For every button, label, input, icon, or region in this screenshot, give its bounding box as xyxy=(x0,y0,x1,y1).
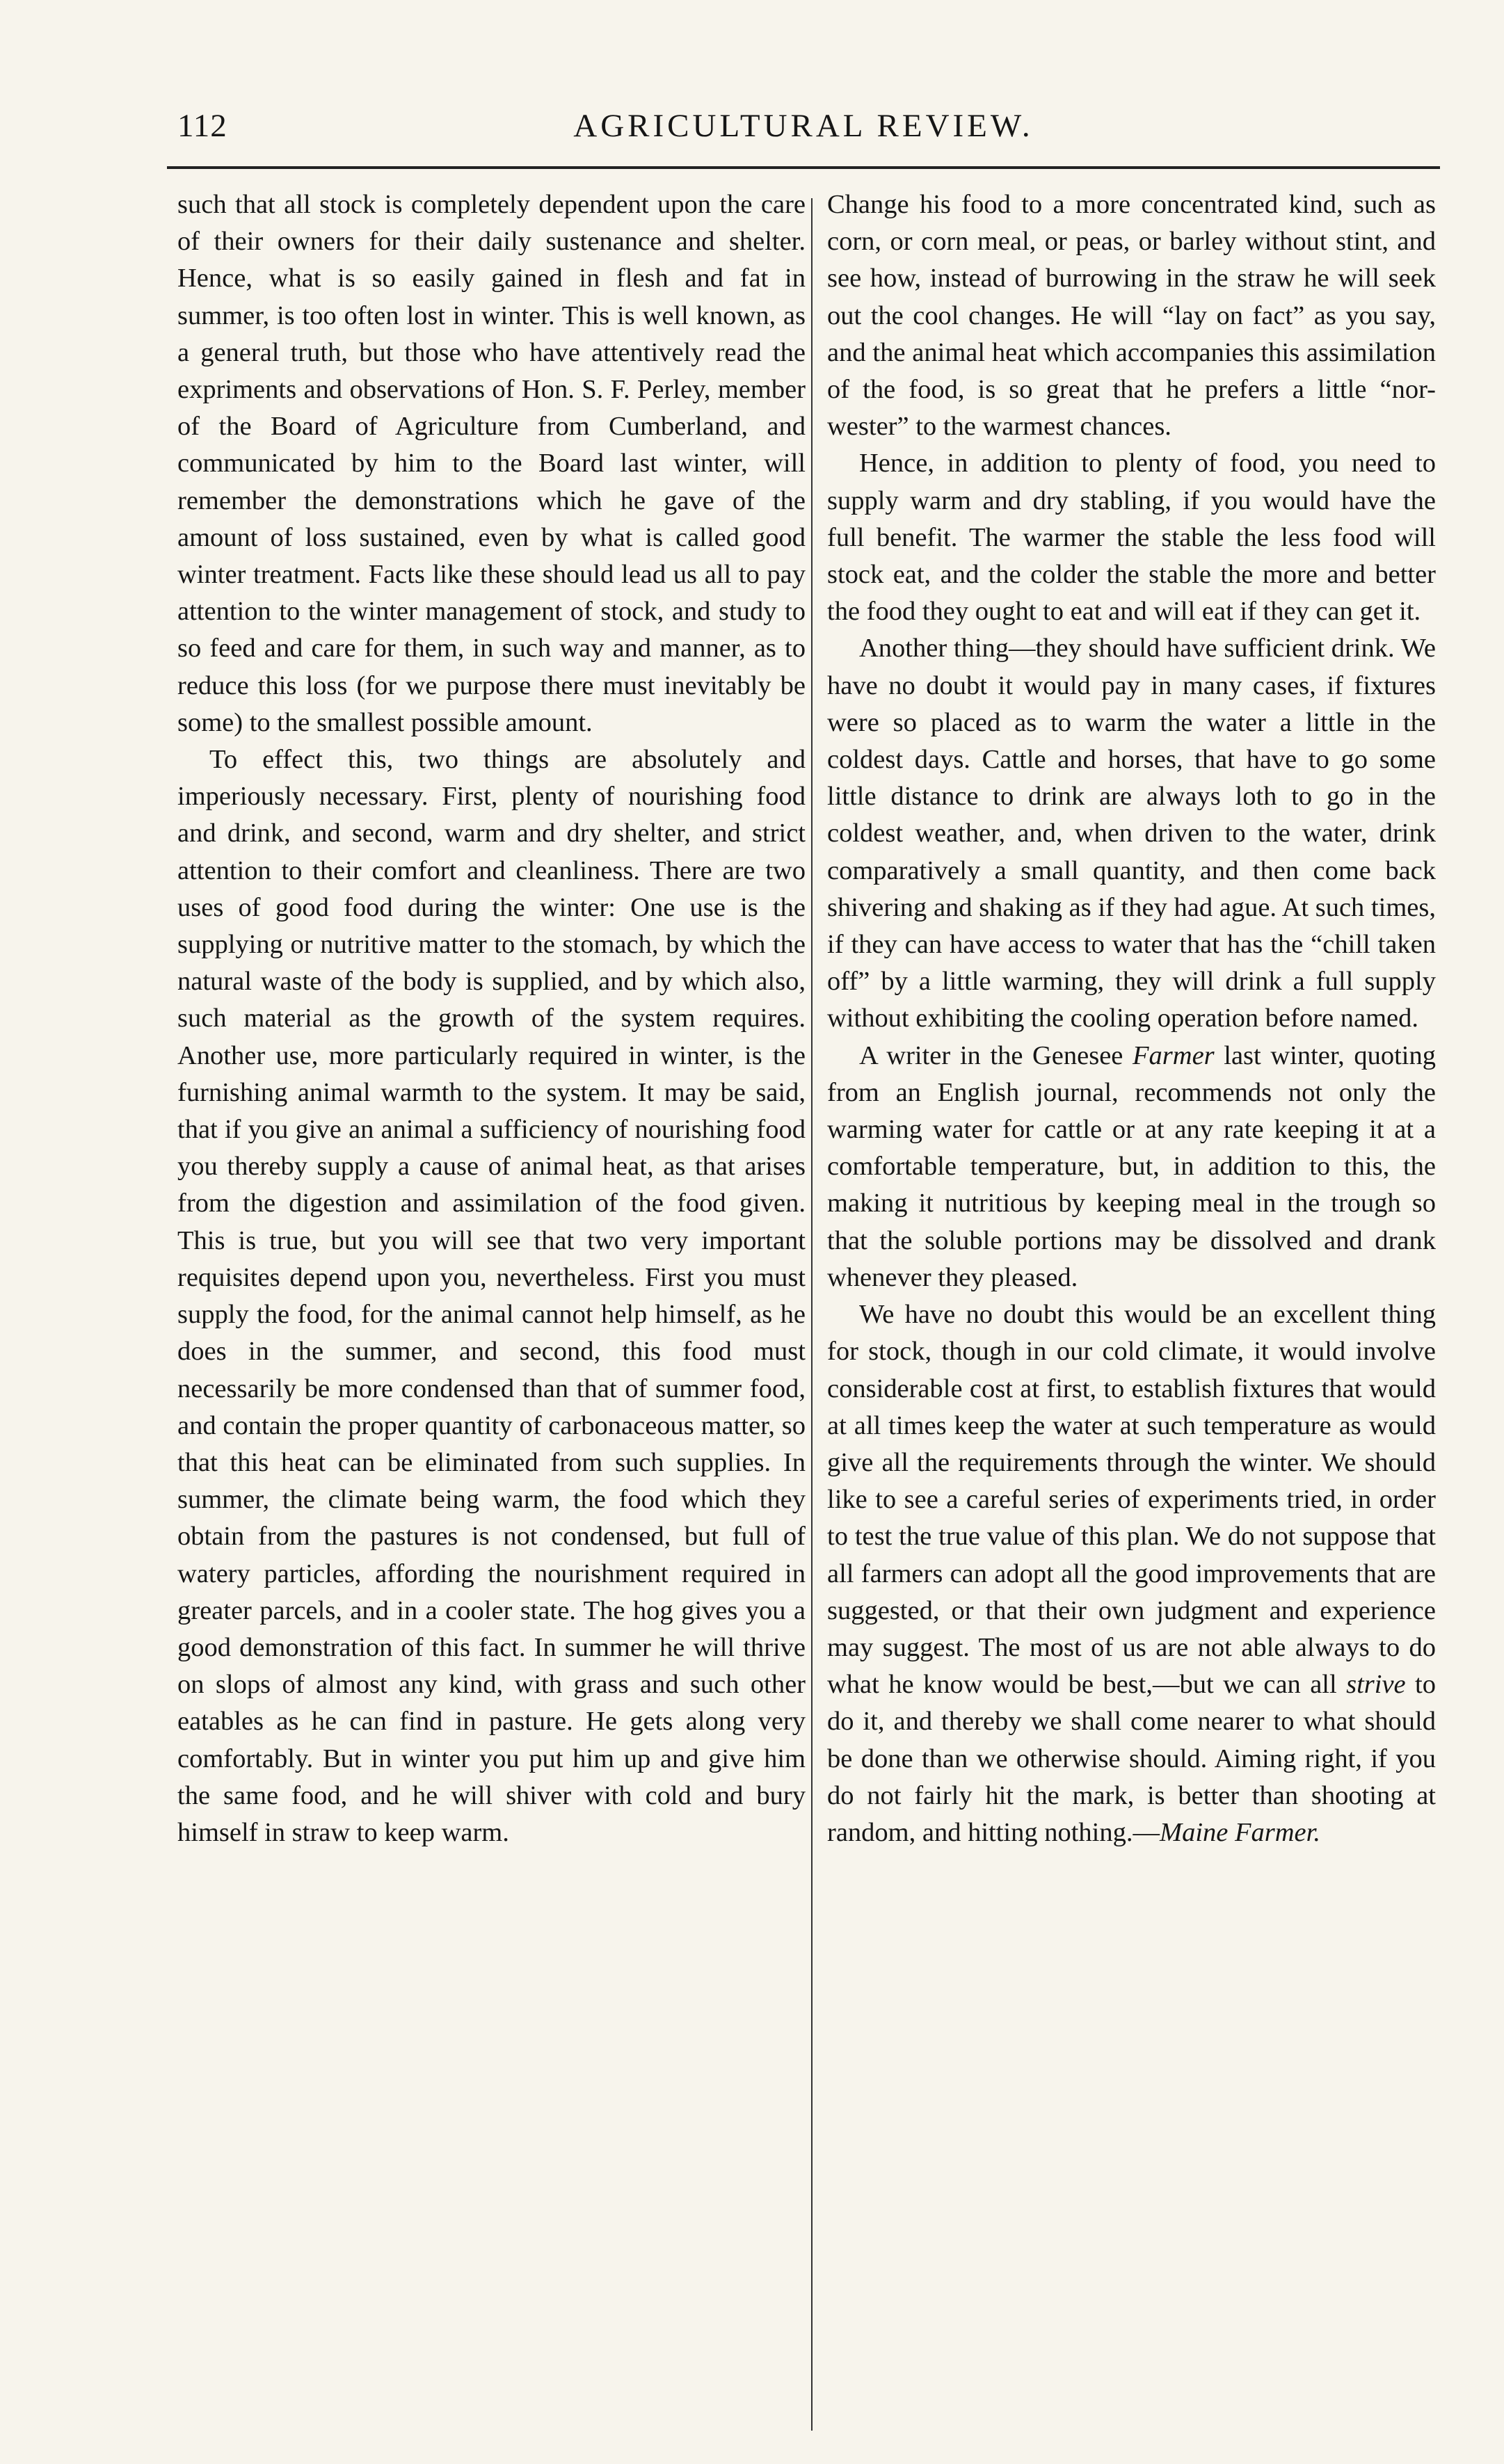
right-paragraph-5-part-b: to do it, and thereby we shall come nearer to what should be done than we otherwise should. Aiming right, if you do not fairly hit the mark, is better than shooting at random, and hitting nothing.— xyxy=(827,1670,1436,1847)
strive-italic: strive xyxy=(1346,1670,1406,1700)
right-paragraph-4-part-b: last winter, quoting from an English journal, recommends not only the warming water for cattle or at any rate keeping it at a comfortable temperature, but, in addition to this, the making it nutritious by keeping meal in the trough so that the soluble portions may be dissolved and drank whenever they pleased. xyxy=(827,1040,1437,1292)
right-paragraph-2: Hence, in addition to plenty of food, you need to supply warm and dry stabling, if you would have the full benefit. The warmer the stable the less food will stock eat, and the colder the stable the more and better the food they ought to eat and will eat if they can get it. xyxy=(827,449,1436,627)
column-divider xyxy=(811,198,813,2431)
right-paragraph-5-part-a: We have no doubt this would be an excellent thing for stock, though in our cold climate, it would involve considerable cost at first, to establish fixtures that would at all times keep the water at such temperature as would give all the requirements through the winter. We should like to see a careful series of experiments tried, in order to test the true value of this plan. We do not suppose that all farmers can adopt all the good improvements that are suggested, or that their own judgment and experience may suggest. The most of us are not able always to do what he know would be best,—but we can all xyxy=(827,1300,1436,1700)
page-number: 112 xyxy=(177,108,227,144)
source-attribution: Maine Farmer. xyxy=(1160,1817,1320,1847)
right-paragraph-4-part-a: A writer in the Genesee xyxy=(859,1040,1133,1070)
page-header xyxy=(167,104,1440,153)
left-paragraph-1: such that all stock is completely dependent upon the care of their owners for their daily sustenance and shelter. Hence, what is so easily gained in flesh and fat in summer, is too often lost in winter. This is well known, as a general truth, but those who have attentively read the expriments and observations of Hon. S. F. Perley, member of the Board of Agriculture from Cumberland, and communicated by him to the Board last winter, will remember the demonstrations which he gave of the amount of loss sustained, even by what is called good winter treatment. Facts like these should lead us all to pay attention to the winter management of stock, and study to so feed and care for them, in such way and manner, as to reduce this loss (for we purpose there must inevitably be some) to the smallest possible amount. xyxy=(177,190,806,737)
right-paragraph-4 xyxy=(827,1038,1436,1296)
running-title: AGRICULTURAL REVIEW. xyxy=(573,108,1034,144)
header-rule xyxy=(167,166,1440,169)
farmer-italic: Farmer xyxy=(1133,1040,1215,1070)
right-paragraph-3: Another thing—they should have sufficient drink. We have no doubt it would pay in many cases, if fixtures were so placed as to warm the water a little in the coldest days. Cattle and horses, that have to go some little distance to drink are always loth to go in the coldest weather, and, when driven to the water, drink comparatively a small quantity, and then come back shivering and shaking as if they had ague. At such times, if they can have access to water that has the “chill taken off” by a little warming, they will drink a full supply without exhibiting the cooling operation before named. xyxy=(827,634,1436,1033)
left-paragraph-2: To effect this, two things are absolutely and imperiously necessary. First, plenty of nourishing food and drink, and second, warm and dry shelter, and strict attention to their comfort and cleanliness. There are two uses of good food during the winter: One use is the supplying or nutritive matter to the stomach, by which the natural waste of the body is supplied, and by which also, such material as the growth of the system requires. Another use, more particularly required in winter, is the furnishing animal warmth to the system. It may be said, that if you give an animal a sufficiency of nourishing food you thereby supply a cause of animal heat, as that arises from the digestion and assimilation of the food given. This is true, but you will see that two very important requisites depend upon you, nevertheless. First you must supply the food, for the animal cannot help himself, as he does in the summer, and second, this food must necessarily be more condensed than that of summer food, and contain the proper quantity of carbonaceous matter, so that this heat can be eliminated from such supplies. In summer, the climate being warm, the food which they obtain from the pastures is not condensed, but full of watery particles, affording the nourishment required in greater parcels, and in a cooler state. The hog gives you a good demonstration of this fact. In summer he will thrive on slops of almost any kind, with grass and such other eatables as he can find in pasture. He gets along very comfortably. But in winter you put him up and give him the same food, and he will shiver with cold and bury himself in straw to keep warm. xyxy=(177,745,806,1847)
right-paragraph-5 xyxy=(827,1296,1436,1851)
left-column xyxy=(177,186,806,1851)
right-paragraph-1: Change his food to a more concentrated kind, such as corn, or corn meal, or peas, or barley without stint, and see how, instead of burrowing in the straw he will seek out the cool changes. He will “lay on fact” as you say, and the animal heat which accompanies this assimilation of the food, is so great that he prefers a little “nor-wester” to the warmest chances. xyxy=(827,190,1436,442)
right-column xyxy=(827,186,1436,1851)
